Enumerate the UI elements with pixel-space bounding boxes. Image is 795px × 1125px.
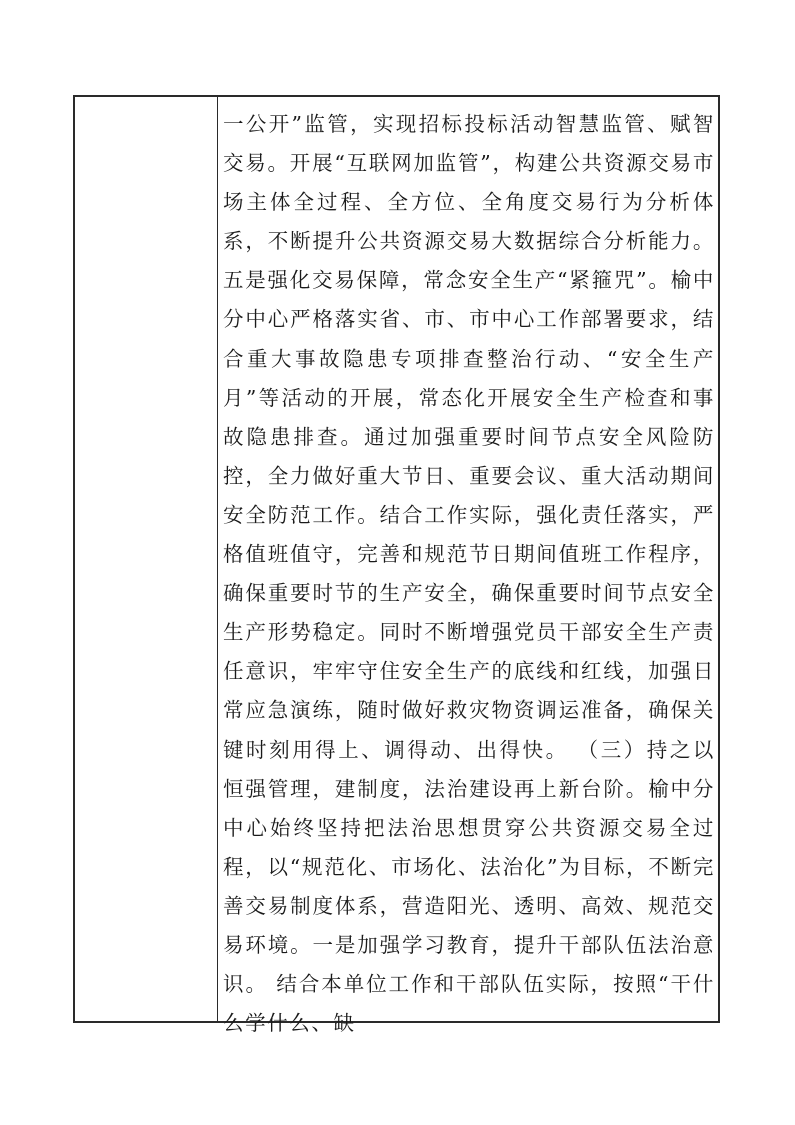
form-table [73, 95, 720, 1036]
label-column-cell [75, 97, 218, 1021]
body-paragraph: 一公开”监管，实现招标投标活动智慧监管、赋智交易。开展“互联网加监管”，构建公共资源交易市场主体全过程、全方位、全角度交易行为分析体系，不断提升公共资源交易大数据综合分析能力。五是强化交易保障，常念安全生产“紧箍咒”。榆中分中心严格落实省、市、市中心工作部署要求，结合重大事故隐患专项排查整治行动、“安全生产月”等活动的开展，常态化开展安全生产检查和事故隐患排查。通过加强重要时间节点安全风险防控，全力做好重大节日、重要会议、重大活动期间安全防范工作。结合工作实际，强化责任落实，严格值班值守，完善和规范节日期间值班工作程序，确保重要时节的生产安全，确保重要时间节点安全生产形势稳定。同时不断增强党员干部安全生产责任意识，牢牢守住安全生产的底线和红线，加强日常应急演练，随时做好救灾物资调运准备，确保关键时刻用得上、调得动、出得快。 （三）持之以恒强管理，建制度，法治建设再上新台阶。榆中分中心始终坚持把法治思想贯穿公共资源交易全过程，以“规范化、市场化、法治化”为目标，不断完善交易制度体系，营造阳光、透明、高效、规范交易环境。一是加强学习教育，提升干部队伍法治意识。 结合本单位工作和干部队伍实际，按照“干什么学什么、缺 [223, 112, 715, 1036]
